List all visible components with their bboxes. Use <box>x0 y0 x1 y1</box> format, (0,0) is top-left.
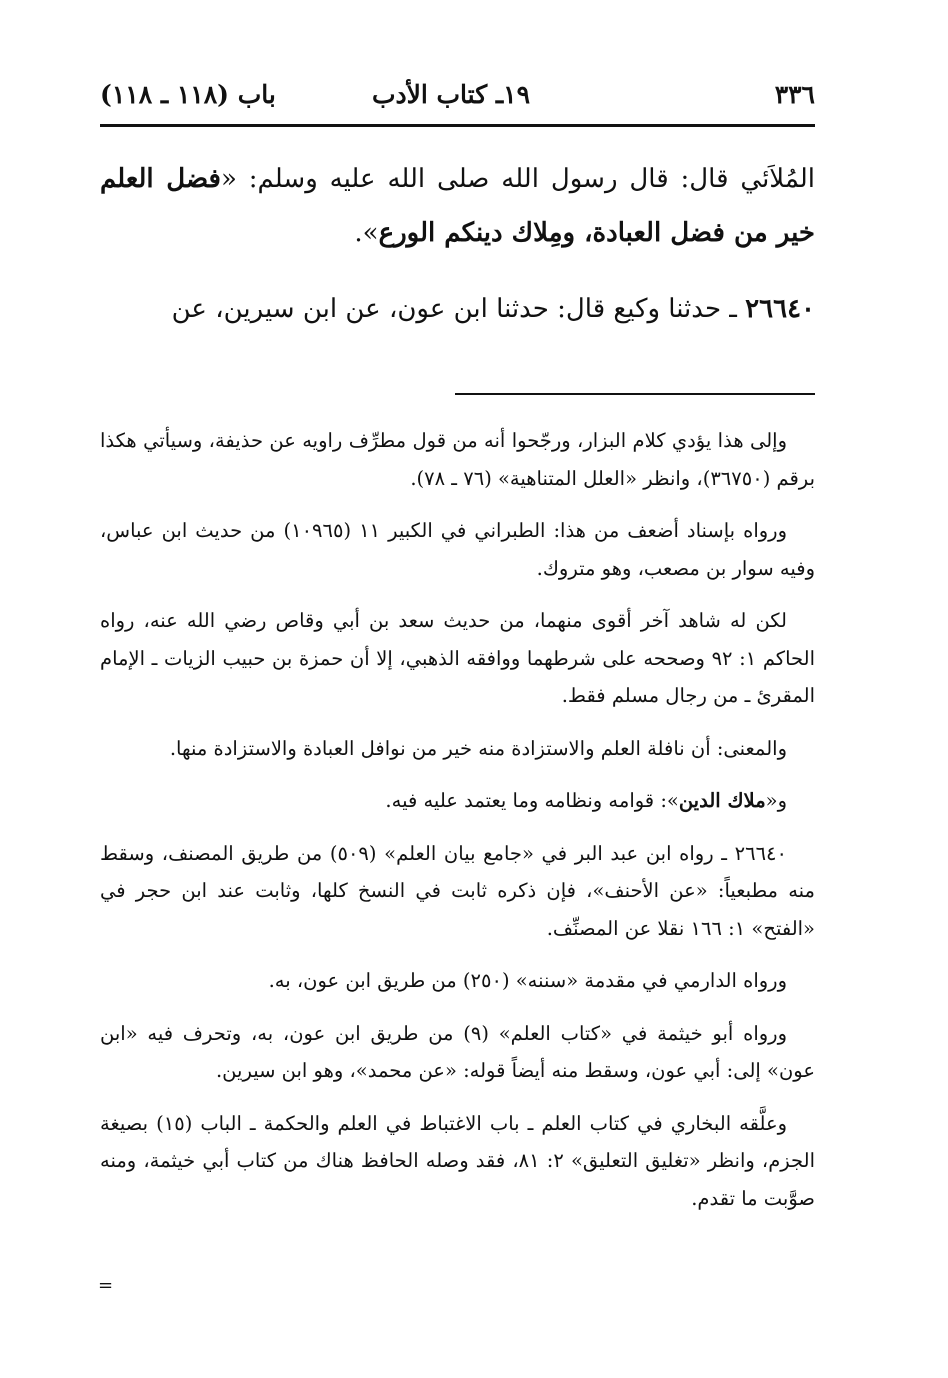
page-number: ٣٣٦ <box>774 80 815 109</box>
hadith-quote: فضل العلم خير من فضل العبادة، ومِلاك دينكم الورع <box>100 164 815 248</box>
hadith-number: ٢٦٦٤٠ <box>745 294 815 324</box>
continuation-mark: = <box>98 1275 114 1296</box>
footnotes <box>100 422 815 1232</box>
main-text <box>100 152 815 336</box>
running-header <box>100 80 815 124</box>
footnote-paragraph: ورواه أبو خيثمة في «كتاب العلم» (٩) من طريق ابن عون، به، وتحرف فيه «ابن عون» إلى: أبي عون، وسقط منه أيضاً قوله: «عن محمد»، وهو ابن سيرين. <box>100 1021 815 1082</box>
section-range: باب (١١٨ ـ ١١٨) <box>100 80 276 109</box>
isnad-text: ـ حدثنا وكيع قال: حدثنا ابن عون، عن ابن سيرين، عن <box>171 294 746 324</box>
footnote-term: ملاك الدين <box>678 789 766 812</box>
footnote-text-run: و« <box>765 789 787 812</box>
chapter-title: ١٩ـ كتاب الأدب <box>371 80 530 109</box>
main-paragraph <box>100 282 815 336</box>
footnote-paragraph <box>100 782 815 820</box>
footnote-paragraph: ٢٦٦٤٠ ـ رواه ابن عبد البر في «جامع بيان العلم» (٥٠٩) من طريق المصنف، وسقط منه مطبعياً: «عن الأحنف»، فإن ذكره ثابت في النسخ كلها، وثابت عند ابن حجر في «الفتح» ١: ١٦٦ نقلا عن المصنِّف. <box>100 841 815 940</box>
footnote-paragraph: وعلَّقه البخاري في كتاب العلم ـ باب الاغتباط في العلم والحكمة ـ الباب (١٥) بصيغة الجزم، وانظر «تغليق التعليق» ٢: ٨١، فقد وصله الحافظ هناك من كتاب أبي خيثمة، ومنه صوَّبت ما تقدم. <box>100 1111 816 1210</box>
main-text-run: المُلاَئي قال: قال رسول الله صلى الله عليه وسلم: « <box>220 164 816 194</box>
footnote-paragraph: لكن له شاهد آخر أقوى منهما، من حديث سعد بن أبي وقاص رضي الله عنه، رواه الحاكم ١: ٩٢ وصححه على شرطهما ووافقه الذهبي، إلا أن حمزة بن حبيب الزيات ـ الإمام المقرئ ـ من رجال مسلم فقط. <box>100 609 815 707</box>
footnote-text-run: »: قوامه ونظامه وما يعتمد عليه فيه. <box>385 789 679 812</box>
footnote-paragraph: ورواه بإسناد أضعف من هذا: الطبراني في الكبير ١١ (١٠٩٦٥) من حديث ابن عباس، وفيه سوار بن مصعب، وهو متروك. <box>100 519 815 580</box>
main-text-run: ». <box>354 218 379 248</box>
footnote-divider <box>455 393 815 395</box>
main-paragraph <box>100 152 815 260</box>
footnote-paragraph: ورواه الدارمي في مقدمة «سننه» (٢٥٠) من طريق ابن عون، به. <box>268 969 787 992</box>
footnote-paragraph: والمعنى: أن نافلة العلم والاستزادة منه خير من نوافل العبادة والاستزادة منها. <box>169 736 787 760</box>
footnote-paragraph: وإلى هذا يؤدي كلام البزار، ورجّحوا أنه من قول مطرِّف راويه عن حذيفة، وسيأتي هكذا برقم (٣٦٧٥٠)، وانظر «العلل المتناهية» (٧٦ ـ ٧٨). <box>100 429 815 490</box>
header-divider <box>100 124 815 127</box>
